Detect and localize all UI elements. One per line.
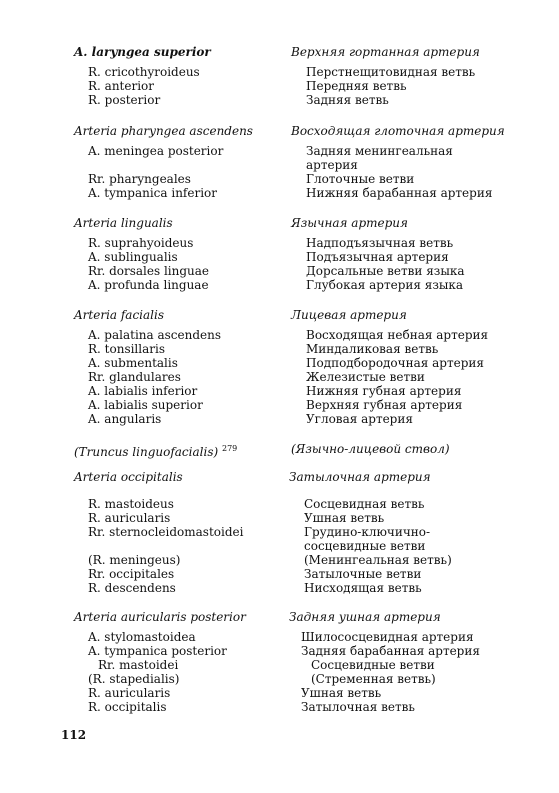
latin-term: R. suprahyoideus [88, 236, 194, 250]
russian-term: Железистые ветви [306, 370, 425, 384]
russian-term: (Стременная ветвь) [311, 672, 436, 686]
russian-term: Угловая артерия [306, 412, 413, 426]
russian-term: Глубокая артерия языка [306, 278, 464, 292]
latin-heading: Arteria facialis [74, 308, 165, 322]
russian-column [291, 45, 521, 107]
russian-term: Затылочные ветви [304, 567, 422, 581]
latin-heading: Arteria lingualis [74, 216, 173, 230]
russian-column [291, 308, 521, 426]
latin-heading: Arteria auricularis posterior [74, 610, 246, 624]
latin-column [74, 610, 284, 714]
russian-column [291, 216, 521, 292]
russian-column [291, 442, 521, 462]
latin-term: Rr. dorsales linguae [88, 264, 210, 278]
latin-heading: A. laryngea superior [74, 45, 211, 59]
russian-term: Миндаликовая ветвь [306, 342, 439, 356]
latin-heading: Arteria pharyngea ascendens [74, 124, 253, 138]
latin-term: R. auricularis [88, 686, 171, 700]
russian-column [291, 124, 521, 200]
latin-column [74, 216, 284, 292]
latin-column [74, 124, 284, 200]
russian-heading: Язычная артерия [291, 216, 408, 230]
latin-column [74, 308, 284, 426]
latin-term: A. profunda linguae [88, 278, 209, 292]
russian-heading: (Язычно-лицевой ствол) [291, 442, 450, 456]
russian-term: Ушная ветвь [304, 511, 385, 525]
russian-heading: Восходящая глоточная артерия [291, 124, 505, 138]
latin-term: Rr. occipitales [88, 567, 175, 581]
russian-term: Нижняя барабанная артерия [306, 186, 493, 200]
latin-term: Rr. mastoidei [98, 658, 179, 672]
latin-heading [74, 442, 284, 459]
russian-term: Верхняя губная артерия [306, 398, 463, 412]
latin-column [74, 442, 284, 465]
russian-term: Нисходящая ветвь [304, 581, 422, 595]
latin-term: A. palatina ascendens [88, 328, 222, 342]
latin-column [74, 45, 284, 107]
latin-heading-text: (Truncus linguofacialis) [74, 445, 219, 459]
russian-term: Подподбородочная артерия [306, 356, 484, 370]
russian-term: Задняя ветвь [306, 93, 389, 107]
page-number: 112 [61, 728, 87, 742]
latin-term: A. sublingualis [88, 250, 178, 264]
russian-term: Сосцевидные ветви [311, 658, 435, 672]
latin-term: (R. stapedialis) [88, 672, 180, 686]
russian-heading: Лицевая артерия [291, 308, 407, 322]
russian-term: Перстнещитовидная ветвь [306, 65, 476, 79]
latin-term: R. anterior [88, 79, 155, 93]
russian-term: Дорсальные ветви языка [306, 264, 465, 278]
russian-term: Восходящая небная артерия [306, 328, 489, 342]
russian-term: Глоточные ветви [306, 172, 415, 186]
russian-heading: Верхняя гортанная артерия [291, 45, 480, 59]
latin-term: R. descendens [88, 581, 176, 595]
latin-term: A. submentalis [88, 356, 178, 370]
russian-term: Передняя ветвь [306, 79, 407, 93]
latin-term: (R. meningeus) [88, 553, 181, 567]
russian-term: Подъязычная артерия [306, 250, 449, 264]
latin-term: R. posterior [88, 93, 161, 107]
latin-term: R. occipitalis [88, 700, 167, 714]
russian-heading: Затылочная артерия [289, 470, 431, 484]
footnote-marker: 279 [222, 444, 238, 453]
latin-term: A. labialis superior [88, 398, 203, 412]
russian-term: Надподъязычная ветвь [306, 236, 454, 250]
russian-term: Сосцевидная ветвь [304, 497, 425, 511]
russian-term: Грудино-ключично-сосцевидные ветви [304, 525, 431, 553]
latin-term: A. angularis [88, 412, 162, 426]
latin-term: A. tympanica inferior [88, 186, 218, 200]
latin-term: R. cricothyroideus [88, 65, 200, 79]
latin-term: A. tympanica posterior [88, 644, 227, 658]
latin-term: R. tonsillaris [88, 342, 165, 356]
russian-heading: Задняя ушная артерия [289, 610, 441, 624]
latin-term: R. auricularis [88, 511, 171, 525]
latin-term: A. meningea posterior [88, 144, 224, 158]
russian-term: Задняя барабанная артерия [301, 644, 480, 658]
latin-term: Rr. pharyngeales [88, 172, 191, 186]
latin-term: A. stylomastoidea [88, 630, 196, 644]
latin-term: A. labialis inferior [88, 384, 198, 398]
russian-term: Шилососцевидная артерия [301, 630, 474, 644]
latin-heading: Arteria occipitalis [74, 470, 183, 484]
russian-term: Задняя менингеальная артерия [306, 144, 453, 172]
latin-term: R. mastoideus [88, 497, 174, 511]
russian-column [289, 610, 519, 714]
russian-column [289, 470, 519, 595]
latin-column [74, 470, 284, 595]
russian-term: Ушная ветвь [301, 686, 382, 700]
russian-term: (Менингеальная ветвь) [304, 553, 452, 567]
russian-term: Затылочная ветвь [301, 700, 415, 714]
latin-term: Rr. sternocleidomastoidei [88, 525, 244, 539]
russian-term: Нижняя губная артерия [306, 384, 462, 398]
latin-term: Rr. glandulares [88, 370, 181, 384]
